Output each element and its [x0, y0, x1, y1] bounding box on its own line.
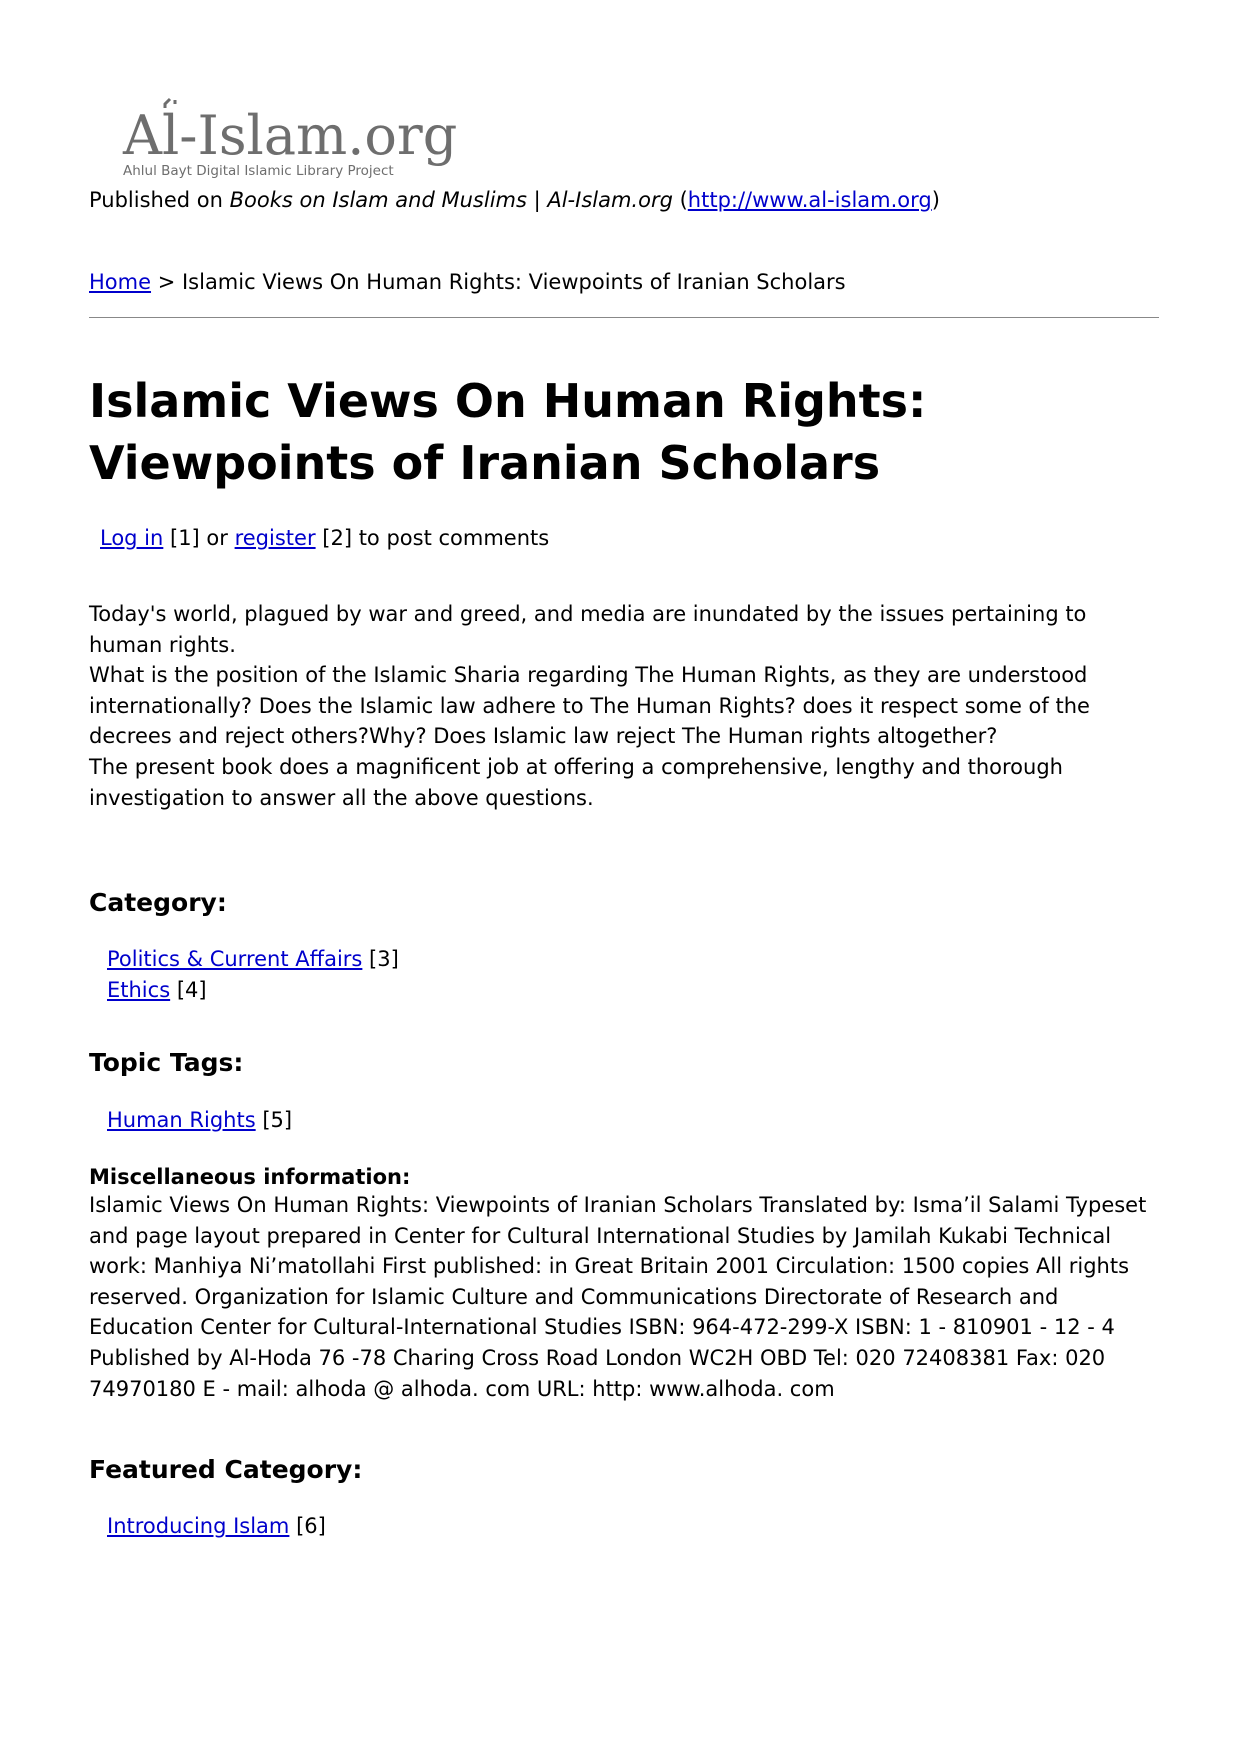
misc-info-heading: Miscellaneous information: [89, 1165, 411, 1189]
featured-category-heading: Featured Category: [89, 1455, 363, 1484]
published-close-paren: ) [931, 188, 940, 212]
topic-tags-heading: Topic Tags: [89, 1048, 244, 1077]
category-list [107, 944, 399, 1005]
breadcrumb-current: Islamic Views On Human Rights: Viewpoints of Iranian Scholars [181, 270, 846, 294]
featured-category-item [107, 1511, 326, 1542]
book-description [89, 599, 1159, 813]
published-site-name: Books on Islam and Muslims | Al-Islam.org [229, 188, 673, 212]
login-link[interactable]: Log in [100, 526, 164, 550]
topic-tag-ref: [5] [255, 1108, 293, 1132]
register-ref: [2] to post comments [315, 526, 550, 550]
featured-category-link-introducing-islam[interactable]: Introducing Islam [107, 1514, 290, 1538]
description-paragraph: What is the position of the Islamic Sharia regarding The Human Rights, as they are understood internationally? Does the Islamic law adhere to The Human Rights? does it respect some of the decrees and reject others?Why? Does Islamic law reject The Human rights altogether? [89, 663, 1090, 749]
misc-info-text: Islamic Views On Human Rights: Viewpoints of Iranian Scholars Translated by: Isma’il Salami Typeset and page layout prepared in Center for Cultural International Studies by Jamilah Kukabi Technical work: Manhiya Ni’matollahi First published: in Great Britain 2001 Circulation: 1500 copies All rights reserved. Organization for Islamic Culture and Communications Directorate of Research and Education Center for Cultural-International Studies ISBN: 964-472-299-X ISBN: 1 - 810901 - 12 - 4 Published by Al-Hoda 76 -78 Charing Cross Road London WC2H OBD Tel: 020 72408381 Fax: 020 74970180 E - mail: alhoda @ alhoda. com URL: http: www.alhoda. com [89, 1193, 1147, 1401]
logo-tagline: Ahlul Bayt Digital Islamic Library Project [123, 163, 394, 179]
category-link-politics[interactable]: Politics & Current Affairs [107, 947, 363, 971]
published-open-paren: ( [672, 188, 688, 212]
category-item [107, 975, 399, 1006]
featured-category-ref: [6] [289, 1514, 326, 1538]
comment-prompt [100, 524, 549, 552]
logo-wordmark: Al-Islam.org [123, 104, 458, 167]
category-heading: Category: [89, 888, 227, 917]
published-prefix: Published on [89, 188, 230, 212]
page-title: Islamic Views On Human Rights: Viewpoints of Iranian Scholars [89, 374, 927, 490]
register-link[interactable]: register [234, 526, 316, 550]
breadcrumb-separator: > [151, 270, 182, 294]
al-islam-logo[interactable] [117, 94, 477, 180]
category-ref: [3] [362, 947, 399, 971]
category-link-ethics[interactable]: Ethics [107, 977, 171, 1002]
description-paragraph: Today's world, plagued by war and greed, and media are inundated by the issues pertaining to human rights. [89, 602, 1087, 657]
breadcrumb-home-link[interactable]: Home [89, 270, 152, 294]
topic-tag-item [107, 1105, 292, 1136]
description-paragraph: The present book does a magnificent job at offering a comprehensive, lengthy and thorough investigation to answer all the above questions. [89, 754, 1063, 810]
category-ref: [4] [170, 977, 207, 1002]
published-on-line [89, 186, 940, 214]
featured-category-list [107, 1511, 326, 1542]
header-divider [89, 317, 1159, 318]
breadcrumb [89, 268, 846, 296]
category-item [107, 944, 399, 975]
topic-tag-link-human-rights[interactable]: Human Rights [107, 1108, 256, 1132]
login-ref: [1] or [163, 526, 235, 550]
site-url-link[interactable]: http://www.al-islam.org [687, 188, 932, 212]
topic-tags-list [107, 1105, 292, 1136]
